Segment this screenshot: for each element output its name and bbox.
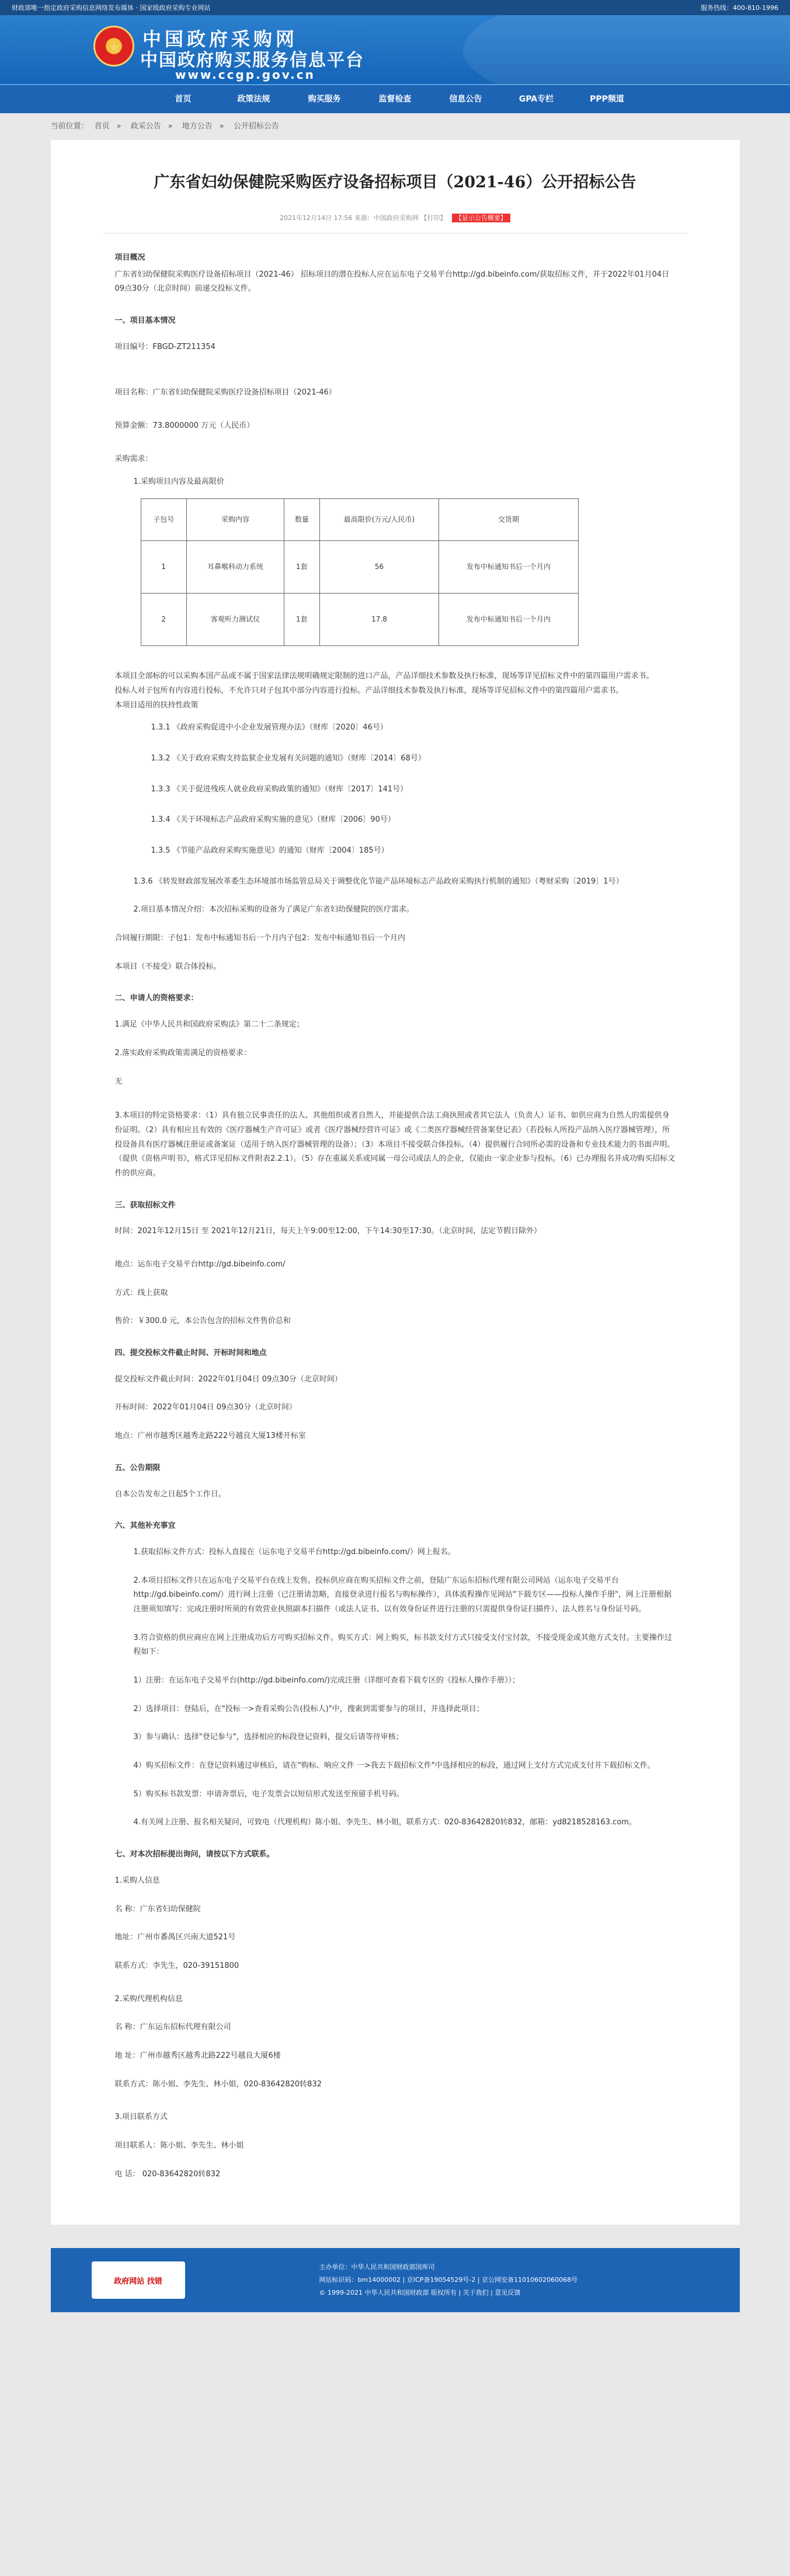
policy-item: 1.3.2 《关于政府采购支持监狱企业发展有关问题的通知》（财库〔2014〕68号） <box>151 753 426 763</box>
contract-period: 合同履行期限：子包1：发布中标通知书后一个月内子包2：发布中标通知书后一个月内 <box>114 934 406 943</box>
section-3-heading: 三、获取招标文件 <box>114 1200 176 1210</box>
nav-ppp[interactable]: PPP频道 <box>590 95 624 104</box>
footer-copyright: © 1999-2021 中华人民共和国财政部 版权所有 | 关于我们 | 意见反馈 <box>319 2289 521 2297</box>
footer-sponsor: 主办单位：中华人民共和国财政部国库司 <box>319 2263 435 2271</box>
site-subtitle: 中国政府购买服务信息平台 <box>140 50 364 71</box>
supplement-item: 5）购买标书款发票：申请奔票后，电子发票会以短信形式发送至预留手机号码。 <box>133 1789 404 1799</box>
table-cell: 2 <box>141 594 186 646</box>
procurement-table <box>141 498 579 646</box>
qualification-1: 1.满足《中华人民共和国政府采购法》第二十二条规定； <box>114 1020 304 1029</box>
footer-info <box>319 2261 578 2299</box>
supplement-item: 1.获取招标文件方式：投标人直接在（运东电子交易平台http://gd.bibeinfo.com/）网上报名。 <box>133 1547 455 1556</box>
project-budget: 预算金额：73.8000000 万元（人民币） <box>114 421 255 431</box>
col-lot: 子包号 <box>141 499 186 541</box>
agency-contact: 联系方式：陈小姐、李先生、林小姐，020-83642820转832 <box>114 2079 322 2089</box>
qualification-2-value: 无 <box>114 1077 123 1086</box>
breadcrumb-current[interactable]: 公开招标公告 <box>234 122 280 131</box>
site-banner <box>0 15 790 84</box>
policy-item: 1.3.5 《节能产品政府采购实施意见》的通知（财库〔2004〕185号） <box>151 846 389 855</box>
purchaser-name: 名 称：广东省妇幼保健院 <box>114 1904 201 1914</box>
supplement-item: 4）购买招标文件：在登记资料通过审核后，请在"购标、响应文件 一>我去下载招标文件"中选择相应的标段，通过网上支付方式完成支付并下载招标文件。 <box>133 1761 655 1771</box>
table-cell: 客观听力测试仪 <box>186 594 284 646</box>
policies-intro: 本项目适用的扶持性政策 <box>114 700 199 710</box>
obtain-method: 方式：线上获取 <box>114 1288 168 1297</box>
supplement-item: 1）注册：在运东电子交易平台(http://gd.bibeinfo.com/)完成注册（详细可查看下载专区的《投标人操作手册》）； <box>133 1676 520 1685</box>
announcement-period: 自本公告发布之日起5个工作日。 <box>114 1489 226 1499</box>
supplement-item: 2）选择项目：登陆后，在"投标一>查看采购公告(投标人)"中，搜索到需要参与的项目，并选择此项目； <box>133 1704 484 1713</box>
gov-site-error-report-button[interactable]: 政府网站 找错 <box>92 2261 185 2299</box>
section-4-heading: 四、提交投标文件截止时间、开标时间和地点 <box>114 1349 267 1358</box>
article-body <box>51 233 740 2181</box>
nav-policy[interactable]: 政策法规 <box>237 95 270 104</box>
section-1-heading: 一、项目基本情况 <box>114 316 176 326</box>
breadcrumb-local[interactable]: 地方公告 <box>182 122 213 131</box>
table-cell: 发布中标通知书后一个月内 <box>439 594 578 646</box>
col-max-price: 最高限价(万元/人民币) <box>319 499 439 541</box>
purchaser-address: 地址：广州市番禺区兴南大道521号 <box>114 1933 236 1942</box>
opening-location: 地点：广州市越秀区越秀北路222号越良大厦13楼开标室 <box>114 1432 306 1441</box>
intro-heading: 项目概况 <box>114 253 145 262</box>
breadcrumb-prefix: 当前位置： <box>50 122 89 131</box>
policy-item: 1.3.4 《关于环境标志产品政府采购实施的意见》（财库〔2006〕90号） <box>151 815 395 825</box>
intro-text: 广东省妇幼保健院采购医疗设备招标项目（2021-46） 招标项目的潜在投标人应在运东电子交易平台http://gd.bibeinfo.com/获取招标文件，并于2022年01月04日 09点30分（北京时间）前递交投标文件。 <box>114 270 670 294</box>
requirements-subheading: 1.采购项目内容及最高限价 <box>133 477 224 486</box>
col-delivery: 交货期 <box>439 499 578 541</box>
footer-registration: 网站标识码：bm14000002 | 京ICP备19054529号-2 | 京公网安备11010602060068号 <box>319 2276 578 2284</box>
service-hotline: 服务热线：400-810-1996 <box>701 4 778 12</box>
publish-info: 2021年12月14日 17:56 来源：中国政府采购网 【打印】 <box>280 214 447 222</box>
table-cell: 1套 <box>284 541 320 594</box>
supplement-item: 4.有关网上注册、报名相关疑问，可致电（代理机构）陈小姐、李先生、林小姐，联系方式：020-83642820转832，邮箱：yd8218528163.com。 <box>133 1818 636 1827</box>
qualification-3: 3.本项目的特定资格要求：（1）具有独立民事责任的法人、其他组织或者自然人，并能提供合法工商执照或者其它法人（负责人）证书、如供应商为自然人的需提供身份证明。（2）具有相应且有效的《医疗器械生产许可证》或者《医疗器械经营许可证》或《二类医疗器械经营备案登记表》（若投标人所投产品纳入医疗器械管理），所投设备具有医疗器械注册证或备案证（适用于纳入医疗器械管理的设备）；（3）本项目不接受联合体投标。（4）提供履行合同所必需的设备和专业技术能力的书面声明。（提供《资格声明书》，格式详见招标文件附表2.2.1）。（5）存在重属关系或同属一母公司或法人的企业，仅能由一家企业参与投标。（6）已办理报名并成功购买招标文件的供应商。 <box>114 1111 676 1178</box>
table-cell: 耳鼻喉科动力系统 <box>186 541 284 594</box>
top-bar-left-text: 财政部唯一指定政府采购信息网络发布媒体 · 国家级政府采购专业网站 <box>12 4 211 12</box>
agency-heading: 2.采购代理机构信息 <box>114 1994 183 2003</box>
nav-supervision[interactable]: 监督检查 <box>378 95 412 104</box>
qualification-2: 2.落实政府采购政策需满足的资格要求： <box>114 1048 251 1057</box>
project-contact-phone: 电 话： 020-83642820转832 <box>114 2169 221 2179</box>
agency-name: 名 称：广东运东招标代理有限公司 <box>114 2023 231 2032</box>
banner-decoration <box>463 15 790 84</box>
obtain-location: 地点：运东电子交易平台http://gd.bibeinfo.com/ <box>114 1260 286 1269</box>
lot-note: 投标人对子包所有内容进行投标，不允许只对子包其中部分内容进行投标。产品详细技术参数及执行标准，现场等详见招标文件中的第四篇用户需求书。 <box>114 686 624 695</box>
supplement-item: 3）参与确认：选择"登记参与"，选择相应的标段登记资料，提交后请等待审核； <box>133 1733 403 1742</box>
policy-item: 1.3.1 《政府采购促进中小企业发展管理办法》（财库〔2020〕46号） <box>151 723 388 732</box>
policy-item: 1.3.6 《转发财政部发展改革委生态环境部市场监管总局关于调整优化节能产品环境标志产品政府采购执行机制的通知》（粤财采购〔2019〕1号） <box>133 877 624 886</box>
show-summary-button[interactable]: 【显示公告概要】 <box>452 214 510 222</box>
main-nav <box>0 84 790 113</box>
top-bar <box>0 0 790 15</box>
section-2-heading: 二、申请人的资格要求： <box>114 994 199 1003</box>
table-cell: 56 <box>319 541 439 594</box>
section-7-heading: 七、对本次招标提出询问，请按以下方式联系。 <box>114 1850 274 1859</box>
policy-item: 1.3.3 《关于促进残疾人就业政府采购政策的通知》（财库〔2017〕141号） <box>151 784 408 794</box>
project-contact-people: 项目联系人：陈小姐、李先生、林小姐 <box>114 2141 244 2150</box>
supplement-item: 2.本项目招标文件只在运东电子交易平台在线上发售。投标供应商在购买招标文件之前，登陆广东运东招标代理有限公司网站（运东电子交易平台http://gd.bibeinfo.com/）进行网上注册（已注册请忽略，直接登录进行报名与购标操作），具体流程操作见网站"下载专区——投标人操作手册"，网上注册根据注册须知填写：完成注册时所须的有效营业执照副本扫描件（或法人证书、以有效身份证件进行注册的只需提供身份证扫描件）、法人姓名与身份证号码。 <box>133 1576 671 1614</box>
purchaser-contact: 联系方式：李先生，020-39151800 <box>114 1961 239 1970</box>
nav-home[interactable]: 首页 <box>175 95 192 104</box>
opening-time: 开标时间：2022年01月04日 09点30分（北京时间） <box>114 1403 297 1412</box>
table-cell: 发布中标通知书后一个月内 <box>439 541 578 594</box>
site-url: www.ccgp.gov.cn <box>175 68 315 82</box>
nav-announcements[interactable]: 信息公告 <box>449 95 482 104</box>
procurement-requirements: 采购需求： <box>114 454 153 463</box>
import-note: 本项目全部标的可以采购本国产品或不属于国家法律法规明确规定限制的进口产品，产品详细技术参数及执行标准，现场等详见招标文件中的第四篇用户需求书。 <box>114 672 654 681</box>
obtain-time: 时间：2021年12月15日 至 2021年12月21日，每天上午9:00至12:00，下午14:30至17:30。（北京时间，法定节假日除外） <box>114 1227 542 1236</box>
section-6-heading: 六、其他补充事宜 <box>114 1521 176 1531</box>
submission-deadline: 提交投标文件截止时间：2022年01月04日 09点30分（北京时间） <box>114 1374 342 1384</box>
table-cell: 1 <box>141 541 186 594</box>
article-meta <box>51 213 740 222</box>
project-intro: 2.项目基本情况介绍：本次招标采购的设备为了满足广东省妇幼保健院的医疗需求。 <box>133 905 414 914</box>
col-content: 采购内容 <box>186 499 284 541</box>
consortium-note: 本项目（不接受）联合体投标。 <box>114 962 221 971</box>
table-row <box>141 594 578 646</box>
breadcrumb-procurement[interactable]: 政采公告 <box>130 122 161 131</box>
breadcrumb: 当前位置： 首页 » 政采公告 » 地方公告 » 公开招标公告 <box>50 122 280 131</box>
col-qty: 数量 <box>284 499 320 541</box>
national-emblem-icon: ★ <box>93 26 134 67</box>
agency-address: 地 址：广州市越秀区越秀北路222号越良大厦6楼 <box>114 2051 281 2060</box>
supplement-item: 3.符合资格的供应商应在网上注册成功后方可购买招标文件。购买方式：网上购买，标书款支付方式只接受支付宝付款，不接受现金或其他方式支付。主要操作过程如下： <box>133 1633 672 1657</box>
breadcrumb-home[interactable]: 首页 <box>94 122 110 131</box>
section-5-heading: 五、公告期限 <box>114 1463 161 1472</box>
project-contact-heading: 3.项目联系方式 <box>114 2113 168 2122</box>
document-price: 售价：￥300.0 元，本公告包含的招标文件售价总和 <box>114 1317 291 1326</box>
purchaser-heading: 1.采购人信息 <box>114 1876 160 1885</box>
project-number: 项目编号：FBGD-ZT211354 <box>114 342 215 351</box>
table-header-row <box>141 499 578 541</box>
site-title[interactable]: 中国政府采购网 <box>142 28 298 50</box>
project-name: 项目名称：广东省妇幼保健院采购医疗设备招标项目（2021-46） <box>114 388 336 397</box>
table-row <box>141 541 578 594</box>
nav-services[interactable]: 购买服务 <box>308 95 341 104</box>
table-cell: 17.8 <box>319 594 439 646</box>
site-footer <box>51 2248 740 2312</box>
nav-gpa[interactable]: GPA专栏 <box>518 95 554 104</box>
article-container <box>51 140 740 2225</box>
table-cell: 1套 <box>284 594 320 646</box>
page-title: 广东省妇幼保健院采购医疗设备招标项目（2021-46）公开招标公告 <box>154 173 636 191</box>
